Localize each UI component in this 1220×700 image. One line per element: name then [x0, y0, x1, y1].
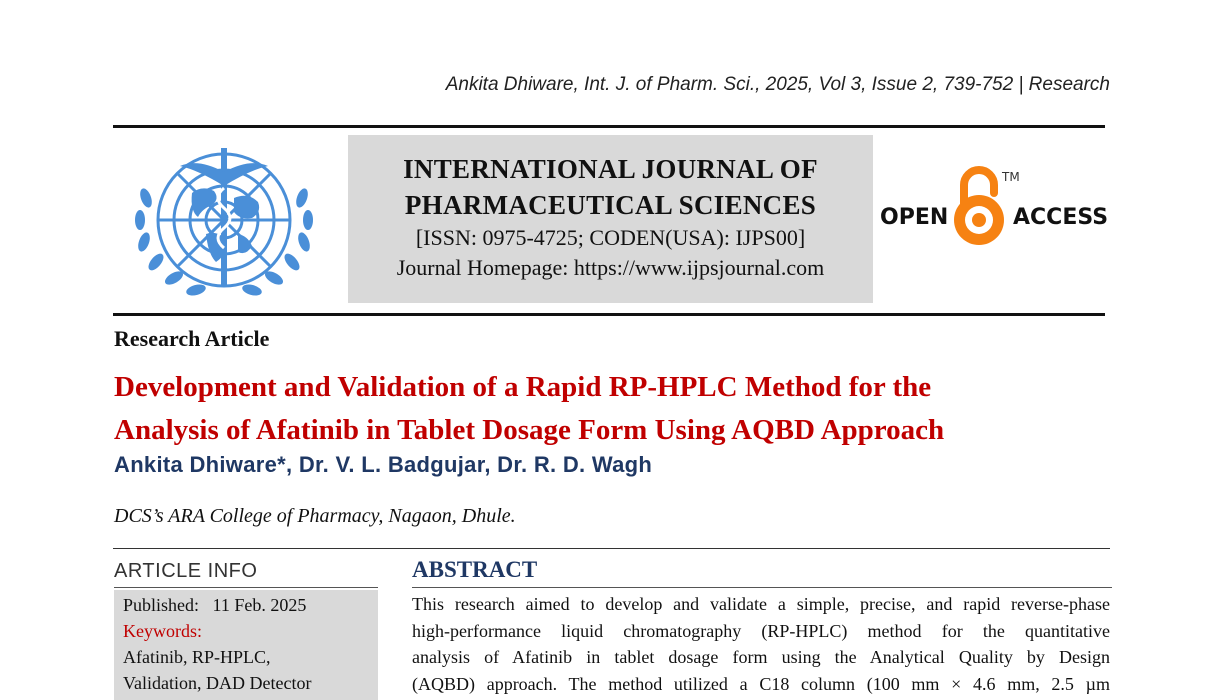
article-info-heading: ARTICLE INFO — [114, 560, 258, 582]
article-title-line2: Analysis of Afatinib in Tablet Dosage Form Using AQBD Approach — [114, 414, 945, 446]
article-type-label: Research Article — [114, 326, 270, 351]
abstract-line: analysis of Afatinib in tablet dosage form using the Analytical Quality by Design — [412, 647, 1110, 667]
abstract-line: high-performance liquid chromatography (RP-HPLC) method for the quantitative — [412, 620, 1110, 641]
keywords-line2: Validation, DAD Detector — [123, 673, 312, 693]
journal-name-line1: INTERNATIONAL JOURNAL OF — [403, 154, 818, 184]
oa-tm-text: TM — [1002, 170, 1020, 184]
oa-access-text: ACCESS — [1013, 205, 1109, 230]
journal-name-line2: PHARMACEUTICAL SCIENCES — [404, 190, 817, 220]
journal-name — [348, 151, 873, 223]
keywords-line1: Afatinib, RP-HPLC, — [123, 647, 271, 667]
journal-emblem-logo — [126, 138, 322, 306]
abstract-rule — [412, 587, 1112, 588]
published-date: 11 Feb. 2025 — [212, 595, 307, 615]
running-head: Ankita Dhiware, Int. J. of Pharm. Sci., 2025, Vol 3, Issue 2, 739-752 | Research — [445, 74, 1110, 95]
published-label: Published: — [123, 595, 200, 615]
published-row — [123, 592, 378, 618]
article-info-box — [114, 590, 378, 700]
article-title-line1: Development and Validation of a Rapid RP-HPLC Method for the — [114, 371, 932, 403]
article-affiliation: DCS’s ARA College of Pharmacy, Nagaon, Dhule. — [114, 505, 516, 527]
abstract-heading: ABSTRACT — [412, 557, 538, 582]
abstract-line: (AQBD) approach. The method utilized a C18 column (100 mm × 4.6 mm, 2.5 µm — [412, 673, 1110, 694]
open-access-logo — [880, 163, 1110, 255]
open-access-lock-icon — [880, 163, 1110, 255]
affiliation-rule — [113, 548, 1110, 549]
article-title — [114, 366, 1104, 452]
journal-homepage: Journal Homepage: https://www.ijpsjournal.com — [396, 255, 825, 280]
header-bottom-rule — [113, 313, 1105, 316]
abstract-body — [412, 591, 1110, 697]
abstract-line: This research aimed to develop and validate a simple, precise, and rapid reverse-phase — [412, 594, 1110, 614]
article-info-rule — [114, 587, 378, 588]
journal-issn: [ISSN: 0975-4725; CODEN(USA): IJPS00] — [415, 225, 806, 250]
header-top-rule — [113, 125, 1105, 128]
journal-title-box — [348, 135, 873, 303]
keywords-label: Keywords: — [123, 621, 202, 641]
article-authors: Ankita Dhiware*, Dr. V. L. Badgujar, Dr. R. D. Wagh — [114, 452, 653, 477]
emblem-icon — [126, 138, 322, 306]
oa-open-text: OPEN — [880, 205, 949, 230]
